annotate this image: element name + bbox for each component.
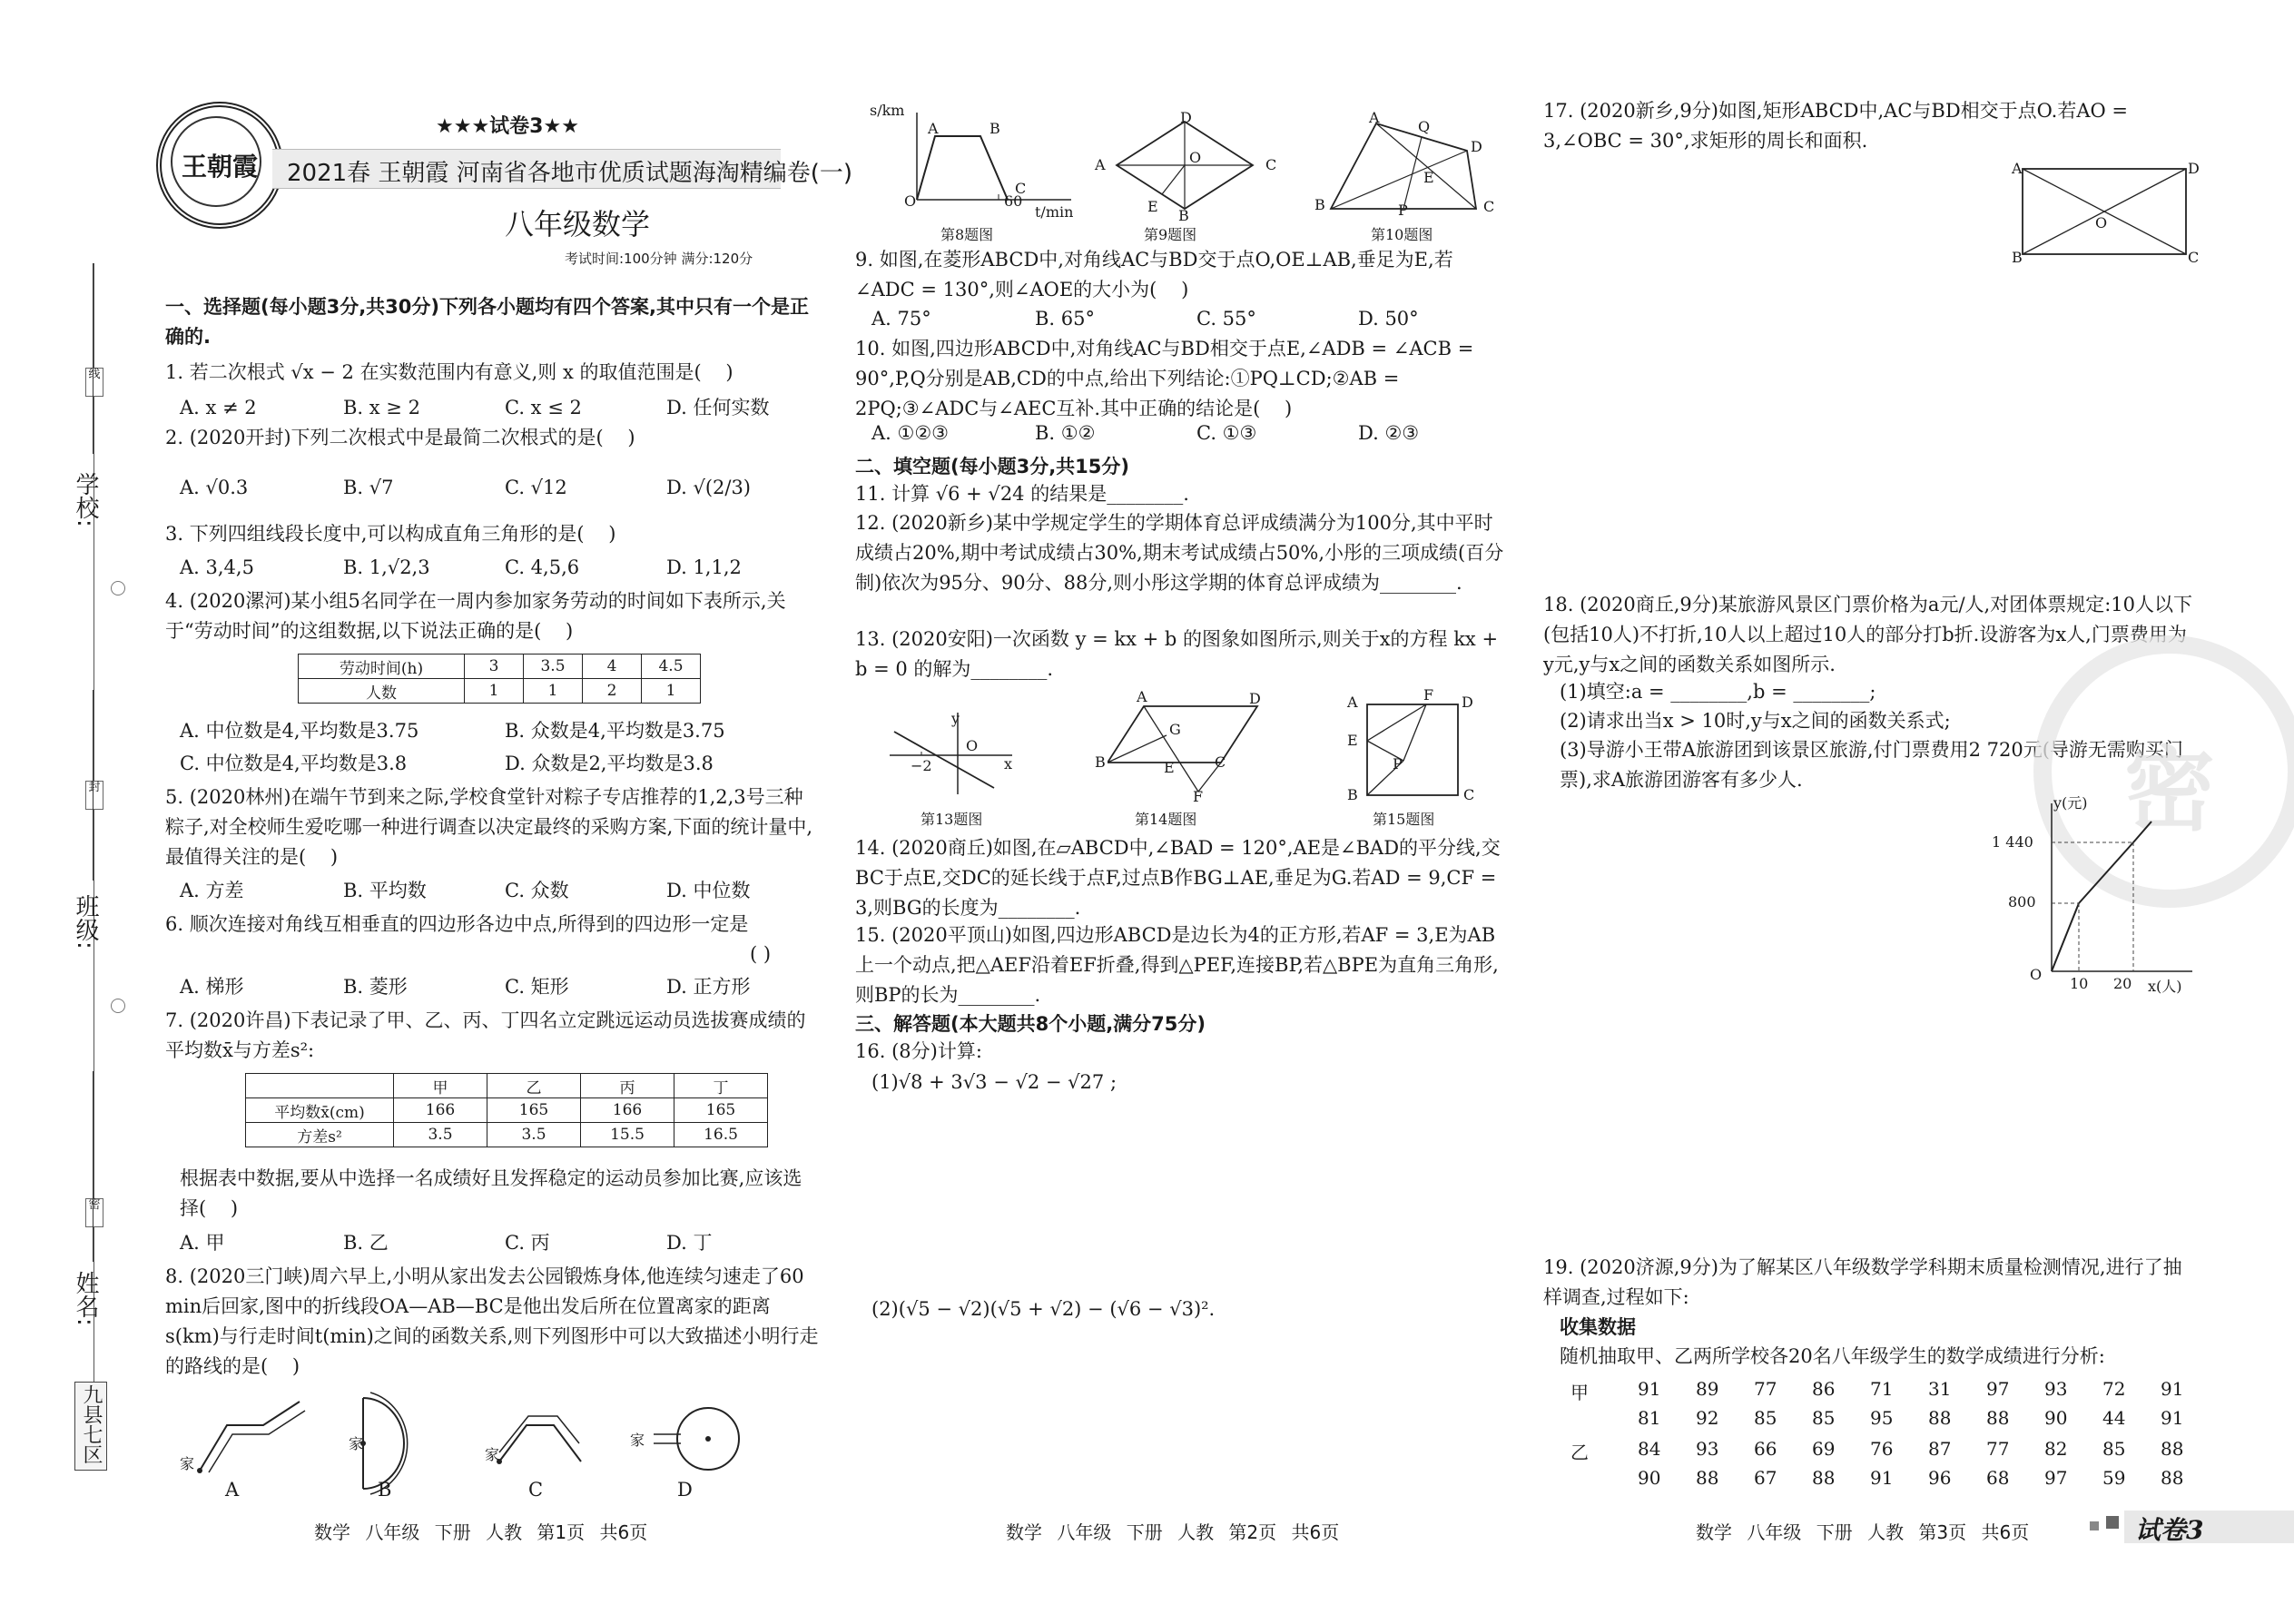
q7-stem: 7. (2020许昌)下表记录了甲、乙、丙、丁四名立定跳远运动员选拔赛成绩的平均数x̄与方差s²: <box>165 1009 806 1061</box>
q19-score: 91 <box>2161 1378 2184 1400</box>
fig9-label: O <box>1189 149 1202 166</box>
q10-option-a[interactable]: A. ①②③ <box>871 422 949 444</box>
paper-number: ★★★试卷3★★ <box>436 115 579 138</box>
district-text: 九县七区 <box>80 1384 103 1464</box>
q19-score: 86 <box>1812 1378 1836 1400</box>
q2-stem: 2. (2020开封)下列二次根式中是最简二次根式的是( ) <box>165 427 635 448</box>
fig14-parallelogram <box>1108 697 1271 799</box>
q19-score: 91 <box>1870 1467 1894 1489</box>
q10-option-d[interactable]: D. ②③ <box>1358 422 1420 444</box>
fig15-label: P <box>1393 755 1403 773</box>
q3-stem: 3. 下列四组线段长度中,可以构成直角三角形的是( ) <box>165 523 616 545</box>
fig15-label: B <box>1347 786 1358 803</box>
binding-mark-line: 线 <box>85 368 103 397</box>
q9-option-c[interactable]: C. 55° <box>1196 308 1256 330</box>
q2-option-b[interactable]: B. √7 <box>343 477 394 498</box>
q1-option-c[interactable]: C. x ≤ 2 <box>505 397 582 418</box>
footer-page3: 数学 八年级 下册 人教 第3页 共6页 <box>1696 1521 2030 1543</box>
q19-score: 76 <box>1870 1438 1894 1460</box>
fig9-label: D <box>1180 109 1192 126</box>
q8-home-c: 家 <box>485 1446 500 1463</box>
q19-score: 77 <box>1986 1438 2010 1460</box>
q4-option-b[interactable]: B. 众数是4,平均数是3.75 <box>505 720 725 742</box>
fig13-x: x <box>1004 755 1013 773</box>
q19-jia-label: 甲 <box>1570 1382 1589 1403</box>
q4-option-d[interactable]: D. 众数是2,平均数是3.8 <box>505 753 714 774</box>
school-blank[interactable] <box>93 263 94 454</box>
q4-cell: 人数 <box>299 679 465 704</box>
q7-cell: 165 <box>674 1098 768 1123</box>
fig17-rectangle <box>2013 162 2195 261</box>
q19-score: 84 <box>1638 1438 1661 1460</box>
q13-stem: 13. (2020安阳)一次函数 y = kx + b 的图象如图所示,则关于x的方程 kx + b = 0 的解为________. <box>855 628 1504 680</box>
brand-logo-text: 王朝霞 <box>181 152 258 182</box>
q7-cell: 3.5 <box>394 1123 487 1147</box>
q16-stem: 16. (8分)计算: <box>855 1040 982 1062</box>
fig10-label: A <box>1369 109 1380 126</box>
fig17-label: D <box>2188 160 2200 177</box>
q7-cell: 甲 <box>394 1074 487 1098</box>
q4-table-row <box>299 679 701 704</box>
q19-score: 88 <box>1812 1467 1836 1489</box>
q17-stem: 17. (2020新乡,9分)如图,矩形ABCD中,AC与BD相交于点O.若AO = 3,∠OBC = 30°,求矩形的周长和面积. <box>1543 100 2134 152</box>
fig14-label: F <box>1193 788 1204 805</box>
binding-mark-secret: 密 <box>85 1198 103 1227</box>
fig14-label: A <box>1137 688 1147 705</box>
q7-option-a[interactable]: A. 甲 <box>180 1232 225 1254</box>
q9-stem: 9. 如图,在菱形ABCD中,对角线AC与BD交于点O,OE⊥AB,垂足为E,若∠ADC = 130°,则∠AOE的大小为( ) <box>855 249 1453 300</box>
q7-table-row <box>246 1123 768 1147</box>
q19-score: 90 <box>1638 1467 1661 1489</box>
q16-part2: (2)(√5 − √2)(√5 + √2) − (√6 − √3)². <box>871 1298 1216 1320</box>
q7-cell <box>246 1074 394 1098</box>
q4-cell: 劳动时间(h) <box>299 655 465 679</box>
fig9-rhombus <box>1108 113 1262 220</box>
binding-hole-2 <box>111 999 125 1013</box>
fig15-square <box>1358 697 1467 799</box>
fig17-label: C <box>2188 249 2200 266</box>
q7-cell: 乙 <box>487 1074 581 1098</box>
q7-followup: 根据表中数据,要从中选择一名成绩好且发挥稳定的运动员参加比赛,应该选择( ) <box>180 1167 802 1219</box>
q2-option-a[interactable]: A. √0.3 <box>180 477 249 498</box>
q19-score: 68 <box>1986 1467 2010 1489</box>
q7-cell: 166 <box>581 1098 674 1123</box>
fig8-caption: 第8题图 <box>940 226 994 243</box>
q4-cell: 3.5 <box>524 655 583 679</box>
fig14-label: B <box>1095 753 1106 771</box>
fig17-label: O <box>2095 214 2108 231</box>
q7-cell: 166 <box>394 1098 487 1123</box>
section2-title: 二、填空题(每小题3分,共15分) <box>855 456 1130 477</box>
exam-info: 考试时间:100分钟 满分:120分 <box>565 251 753 267</box>
q4-table <box>298 654 701 704</box>
q7-option-c[interactable]: C. 丙 <box>505 1232 550 1254</box>
subject-title: 八年级数学 <box>505 207 651 241</box>
q3-option-d[interactable]: D. 1,1,2 <box>666 556 742 578</box>
q8-option-d[interactable]: D <box>677 1479 693 1501</box>
fig10-caption: 第10题图 <box>1371 226 1433 243</box>
q7-table-row <box>246 1098 768 1123</box>
q18-part2: (2)请求出当x > 10时,y与x之间的函数关系式; <box>1560 710 1951 732</box>
q1-option-a[interactable]: A. x ≠ 2 <box>180 397 257 418</box>
fig9-label: C <box>1265 156 1277 173</box>
q19-score: 66 <box>1754 1438 1777 1460</box>
fig15-label: D <box>1462 694 1473 711</box>
binding-mark-seal: 封 <box>85 781 103 810</box>
fig14-label: G <box>1169 721 1181 738</box>
q19-collect-title: 收集数据 <box>1560 1316 1636 1338</box>
q7-cell: 3.5 <box>487 1123 581 1147</box>
fig17-label: A <box>2012 160 2023 177</box>
q7-cell: 165 <box>487 1098 581 1123</box>
fig13-neg2: −2 <box>911 757 932 774</box>
q14-stem: 14. (2020商丘)如图,在▱ABCD中,∠BAD = 120°,AE是∠BAD的平分线,交BC于点E,交DC的延长线于点F,过点B作BG⊥AE,垂足为G.若AD = 9,CF = 3,则BG的长度为________. <box>855 837 1503 919</box>
q1-option-d[interactable]: D. 任何实数 <box>666 397 770 418</box>
q4-cell: 4.5 <box>642 655 701 679</box>
fig18-x-label: x(人) <box>2148 978 2182 995</box>
route-d <box>654 1408 739 1470</box>
fig13-origin: O <box>966 737 979 754</box>
q7-option-b[interactable]: B. 乙 <box>343 1232 389 1254</box>
q19-yi-label: 乙 <box>1570 1442 1589 1463</box>
q16-part1: (1)√8 + 3√3 − √2 − √27 ; <box>871 1071 1117 1093</box>
fig14-caption: 第14题图 <box>1135 811 1197 828</box>
fig10-label: D <box>1471 138 1482 155</box>
q1-stem: 1. 若二次根式 √x − 2 在实数范围内有意义,则 x 的取值范围是( ) <box>165 361 733 383</box>
q6-option-d[interactable]: D. 正方形 <box>666 976 751 998</box>
q6-option-b[interactable]: B. 菱形 <box>343 976 408 998</box>
q19-score: 91 <box>2161 1407 2184 1429</box>
q19-score: 72 <box>2102 1378 2126 1400</box>
fig18-x-20: 20 <box>2113 975 2132 992</box>
q5-stem: 5. (2020林州)在端午节到来之际,学校食堂针对粽子专店推荐的1,2,3号三种粽子,对全校师生爱吃哪一种进行调查以决定最终的采购方案,下面的统计量中,最值得关注的是( ) <box>165 786 813 868</box>
q5-option-a[interactable]: A. 方差 <box>180 880 244 901</box>
q19-score: 88 <box>1696 1467 1719 1489</box>
q19-score: 92 <box>1696 1407 1719 1429</box>
q4-cell: 4 <box>583 655 642 679</box>
q4-cell: 3 <box>465 655 524 679</box>
fig14-label: E <box>1164 759 1175 776</box>
route-a <box>197 1402 305 1473</box>
q19-score: 67 <box>1754 1467 1777 1489</box>
fig14-label: D <box>1249 690 1261 707</box>
binding-hole-1 <box>111 581 125 595</box>
q19-score: 88 <box>1986 1407 2010 1429</box>
brand-logo <box>156 102 283 229</box>
q19-score: 88 <box>2161 1438 2184 1460</box>
q19-score: 69 <box>1812 1438 1836 1460</box>
badge-square <box>2106 1516 2119 1529</box>
q19-score: 96 <box>1928 1467 1952 1489</box>
footer-page2: 数学 八年级 下册 人教 第2页 共6页 <box>1006 1521 1340 1543</box>
q4-cell: 1 <box>465 679 524 704</box>
q2-option-c[interactable]: C. √12 <box>505 477 567 498</box>
q7-cell: 方差s² <box>246 1123 394 1147</box>
fig10-label: E <box>1423 169 1434 186</box>
q19-score: 87 <box>1928 1438 1952 1460</box>
banner-title: 2021春 王朝霞 河南省各地市优质试题海淘精编卷(一) <box>287 160 852 187</box>
q12-stem: 12. (2020新乡)某中学规定学生的学期体育总评成绩满分为100分,其中平时成绩占20%,期中考试成绩占30%,期末考试成绩占50%,小彤的三项成绩(百分制)依次为95分、90分、88分,则小彤这学期的体育总评成绩为________. <box>855 512 1504 594</box>
name-label: 姓名: <box>72 1271 99 1326</box>
section1-title: 一、选择题(每小题3分,共30分)下列各小题均有四个答案,其中只有一个是正确的. <box>165 296 809 348</box>
q19-score: 89 <box>1696 1378 1719 1400</box>
q3-option-a[interactable]: A. 3,4,5 <box>180 556 254 578</box>
fig15-label: F <box>1423 686 1434 704</box>
fig8-label: B <box>989 120 1000 137</box>
q19-score: 81 <box>1638 1407 1661 1429</box>
q15-stem: 15. (2020平顶山)如图,四边形ABCD是边长为4的正方形,若AF = 3,E为AB上一个动点,把△AEF沿着EF折叠,得到△PEF,连接BP,若△BPE为直角三角形,则BP的长为________. <box>855 924 1499 1006</box>
q19-score: 88 <box>2161 1467 2184 1489</box>
q4-option-a[interactable]: A. 中位数是4,平均数是3.75 <box>180 720 419 742</box>
q5-option-c[interactable]: C. 众数 <box>505 880 569 901</box>
fig10-label: C <box>1483 198 1495 215</box>
fig18-y-1440: 1 440 <box>1992 833 2033 851</box>
q19-score: 97 <box>2044 1467 2068 1489</box>
fig10-label: Q <box>1418 118 1431 135</box>
q9-option-b[interactable]: B. 65° <box>1035 308 1096 330</box>
footer-page1: 数学 八年级 下册 人教 第1页 共6页 <box>314 1521 648 1543</box>
q5-option-d[interactable]: D. 中位数 <box>666 880 751 901</box>
q19-score: 71 <box>1870 1378 1894 1400</box>
fig15-label: A <box>1347 694 1358 711</box>
fig18-y-800: 800 <box>2008 893 2036 910</box>
q4-table-row <box>299 655 701 679</box>
q19-collect-desc: 随机抽取甲、乙两所学校各20名八年级学生的数学成绩进行分析: <box>1560 1345 2105 1367</box>
q19-score: 82 <box>2044 1438 2068 1460</box>
q3-option-c[interactable]: C. 4,5,6 <box>505 556 580 578</box>
q9-option-a[interactable]: A. 75° <box>871 308 931 330</box>
q7-cell: 15.5 <box>581 1123 674 1147</box>
fig14-label: C <box>1215 753 1226 771</box>
q6-stem: 6. 顺次连接对角线互相垂直的四边形各边中点,所得到的四边形一定是 <box>165 913 749 935</box>
q8-route-figures <box>172 1389 753 1498</box>
q3-option-b[interactable]: B. 1,√2,3 <box>343 556 430 578</box>
q8-home-a: 家 <box>180 1455 195 1472</box>
school-label: 学校: <box>72 472 99 527</box>
q19-score: 44 <box>2102 1407 2126 1429</box>
fig15-label: E <box>1347 732 1358 749</box>
name-blank[interactable] <box>93 1071 94 1262</box>
badge-square <box>2090 1521 2099 1530</box>
section3-title: 三、解答题(本大题共8个小题,满分75分) <box>855 1013 1206 1035</box>
fig8-label: A <box>928 120 939 137</box>
q19-score: 85 <box>2102 1438 2126 1460</box>
q8-home-b: 家 <box>349 1435 364 1452</box>
q10-option-b[interactable]: B. ①② <box>1035 422 1096 444</box>
q19-score: 97 <box>1986 1378 2010 1400</box>
q19-score: 88 <box>1928 1407 1952 1429</box>
watermark-seal-text: 密 <box>2124 736 2215 843</box>
q19-stem: 19. (2020济源,9分)为了解某区八年级数学学科期末质量检测情况,进行了抽样调查,过程如下: <box>1543 1256 2182 1308</box>
fig13-y: y <box>951 710 960 727</box>
fig9-label: E <box>1147 198 1158 215</box>
q6-option-c[interactable]: C. 矩形 <box>505 976 569 998</box>
class-label: 班级: <box>72 894 99 950</box>
q7-option-d[interactable]: D. 丁 <box>666 1232 713 1254</box>
q8-option-b[interactable]: B <box>378 1479 392 1501</box>
q10-stem: 10. 如图,四边形ABCD中,对角线AC与BD相交于点E,∠ADB = ∠ACB = 90°,P,Q分别是AB,CD的中点,给出下列结论:①PQ⊥CD;②AB = 2PQ;③∠ADC与∠AEC互补.其中正确的结论是( ) <box>855 338 1481 419</box>
q7-cell: 丙 <box>581 1074 674 1098</box>
fig18-price-graph <box>2043 799 2197 980</box>
q18-part1: (1)填空:a = ________,b = ________; <box>1560 681 1876 703</box>
q11-stem: 11. 计算 √6 + √24 的结果是________. <box>855 483 1189 505</box>
fig18-origin: O <box>2030 966 2043 983</box>
q9-option-d[interactable]: D. 50° <box>1358 308 1419 330</box>
q7-table <box>245 1073 768 1147</box>
q2-option-d[interactable]: D. √(2/3) <box>666 477 752 498</box>
fig15-label: C <box>1463 786 1475 803</box>
q18-part3: (3)导游小王带A旅游团到该景区旅游,付门票费用2 720元(导游无需购买门票),求A旅游团游客有多少人. <box>1560 739 2183 791</box>
fig8-label: C <box>1015 180 1027 197</box>
q19-score: 85 <box>1754 1407 1777 1429</box>
fig10-label: B <box>1314 196 1325 213</box>
q6-option-a[interactable]: A. 梯形 <box>180 976 244 998</box>
q8-option-a[interactable]: A <box>225 1479 240 1501</box>
q4-option-c[interactable]: C. 中位数是4,平均数是3.8 <box>180 753 408 774</box>
fig9-caption: 第9题图 <box>1144 226 1197 243</box>
q19-score: 93 <box>2044 1378 2068 1400</box>
fig8-tick-60: 60 <box>1004 192 1023 210</box>
fig9-label: A <box>1095 156 1106 173</box>
q19-score: 31 <box>1928 1378 1952 1400</box>
q4-stem: 4. (2020漯河)某小组5名同学在一周内参加家务劳动的时间如下表所示,关于“劳动时间”的这组数据,以下说法正确的是( ) <box>165 590 786 642</box>
q18-stem: 18. (2020商丘,9分)某旅游风景区门票价格为a元/人,对团体票规定:10人以下(包括10人)不打折,10人以上超过10人的部分打b折.设游客为x人,门票费用为y元,y与x之间的函数关系如图所示. <box>1543 594 2193 675</box>
fig10-label: P <box>1398 202 1408 219</box>
q7-cell: 平均数x̄(cm) <box>246 1098 394 1123</box>
q6-answer-paren: ( ) <box>750 943 772 965</box>
q7-table-row <box>246 1074 768 1098</box>
q8-home-d: 家 <box>630 1432 645 1449</box>
fig8-axis-t: t/min <box>1035 203 1074 221</box>
class-blank[interactable] <box>93 690 94 881</box>
q4-cell: 2 <box>583 679 642 704</box>
q19-score: 95 <box>1870 1407 1894 1429</box>
q19-score: 91 <box>1638 1378 1661 1400</box>
q10-option-c[interactable]: C. ①③ <box>1196 422 1257 444</box>
q5-option-b[interactable]: B. 平均数 <box>343 880 427 901</box>
q19-score: 77 <box>1754 1378 1777 1400</box>
q19-score: 90 <box>2044 1407 2068 1429</box>
q8-option-c[interactable]: C <box>528 1479 544 1501</box>
fig18-x-10: 10 <box>2070 975 2089 992</box>
q4-cell: 1 <box>642 679 701 704</box>
fig17-label: B <box>2012 249 2023 266</box>
fig9-label: B <box>1178 207 1189 224</box>
q19-score: 93 <box>1696 1438 1719 1460</box>
district-box <box>74 1382 107 1471</box>
q1-option-b[interactable]: B. x ≥ 2 <box>343 397 420 418</box>
fig18-y-label: y(元) <box>2053 794 2088 812</box>
q7-cell: 16.5 <box>674 1123 768 1147</box>
fig8-label: O <box>904 192 917 210</box>
q19-score: 85 <box>1812 1407 1836 1429</box>
route-c <box>497 1416 581 1464</box>
q19-score: 59 <box>2102 1467 2126 1489</box>
fig15-caption: 第15题图 <box>1373 811 1435 828</box>
paper-badge: 试卷3 <box>2135 1515 2204 1545</box>
q4-cell: 1 <box>524 679 583 704</box>
fig8-axis-s: s/km <box>870 102 905 119</box>
q8-stem: 8. (2020三门峡)周六早上,小明从家出发去公园锻炼身体,他连续匀速走了60 min后回家,图中的折线段OA—AB—BC是他出发后所在位置离家的距离s(km)与行走时间t(min)之间的函数关系,则下列图形中可以大致描述小明行走的路线的是( ) <box>165 1265 819 1377</box>
q7-cell: 丁 <box>674 1074 768 1098</box>
fig13-caption: 第13题图 <box>921 811 983 828</box>
